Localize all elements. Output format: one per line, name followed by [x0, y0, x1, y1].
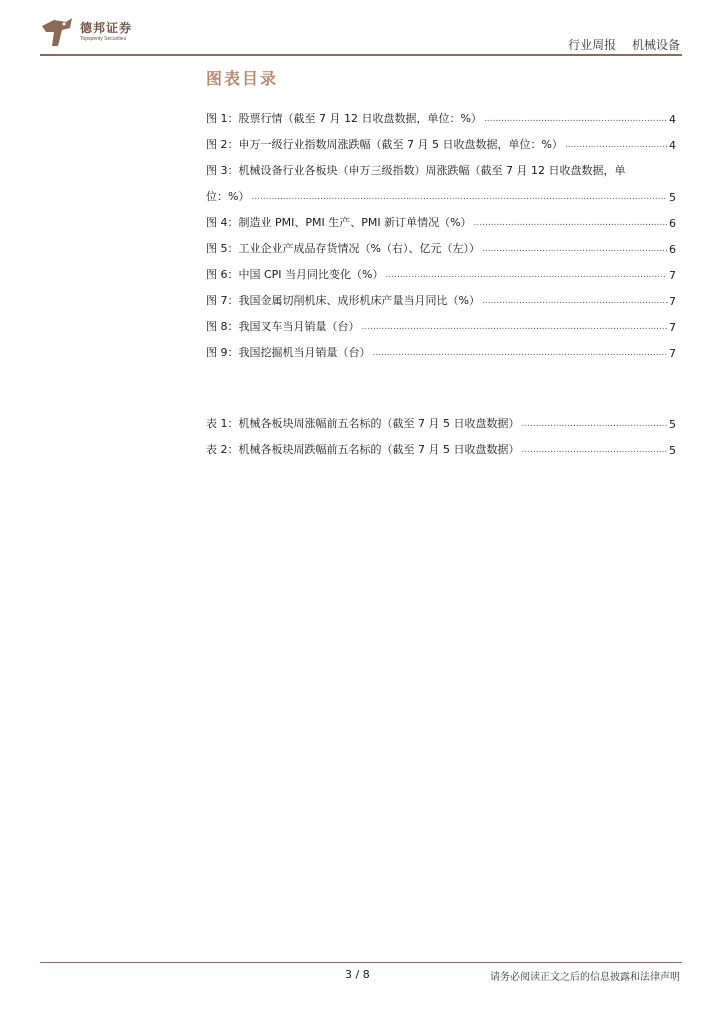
- toc-entry-page: 5: [669, 191, 676, 204]
- leader-dots: [362, 320, 668, 334]
- header-meta: [568, 36, 680, 53]
- leader-dots: [474, 216, 667, 230]
- footer-disclaimer: 请务必阅读正文之后的信息披露和法律声明: [490, 972, 680, 983]
- leader-dots: [251, 190, 667, 204]
- sector-name: 机械设备: [631, 38, 680, 52]
- toc-entry-label: 图 9：我国挖掘机当月销量（台）: [206, 346, 371, 359]
- leader-dots: [482, 242, 667, 256]
- toc-entry-figure-3[interactable]: [206, 152, 676, 178]
- toc-entry-table-2[interactable]: [206, 431, 676, 457]
- footer-divider: [40, 962, 682, 963]
- toc-entry-figure-8[interactable]: [206, 308, 676, 334]
- toc-entry-table-1[interactable]: [206, 405, 676, 431]
- toc-entry-page: 7: [669, 269, 676, 282]
- toc-entry-label: 图 6：中国 CPI 当月同比变化（%）: [206, 268, 384, 281]
- toc-entry-figure-7[interactable]: [206, 282, 676, 308]
- toc-entry-page: 7: [669, 295, 676, 308]
- leader-dots: [521, 417, 667, 431]
- leader-dots: [521, 443, 667, 457]
- toc-entry-label: 图 4：制造业 PMI、PMI 生产、PMI 新订单情况（%）: [206, 216, 472, 229]
- toc-entry-page: 6: [669, 217, 676, 230]
- toc-entry-label: 图 7：我国金属切削机床、成形机床产量当月同比（%）: [206, 294, 480, 307]
- toc-entry-page: 5: [669, 444, 676, 457]
- toc-entry-figure-2[interactable]: [206, 126, 676, 152]
- brand-logo: [40, 16, 150, 50]
- toc-entry-figure-9[interactable]: [206, 334, 676, 360]
- toc-entry-figure-5[interactable]: [206, 230, 676, 256]
- toc-entry-figure-1[interactable]: [206, 100, 676, 126]
- toc-entry-label: 图 3：机械设备行业各板块（申万三级指数）周涨跌幅（截至 7 月 12 日收盘数据，单: [206, 164, 626, 177]
- toc-entry-figure-6[interactable]: [206, 256, 676, 282]
- toc-entry-label-cont: 位：%）: [206, 190, 250, 203]
- page-number: 3 / 8: [345, 968, 370, 981]
- leader-dots: [386, 268, 668, 282]
- toc-entry-page: 5: [669, 418, 676, 431]
- toc-entry-page: 6: [669, 243, 676, 256]
- header-divider: [40, 54, 682, 56]
- page-header: [0, 0, 724, 60]
- leader-dots: [482, 294, 667, 308]
- brand-logo-icon: [40, 16, 74, 48]
- toc-entry-label: 图 1：股票行情（截至 7 月 12 日收盘数据，单位：%）: [206, 112, 482, 125]
- toc-entry-label: 图 5：工业企业产成品存货情况（%（右）、亿元（左））: [206, 242, 480, 255]
- toc-entry-figure-3-cont[interactable]: [206, 178, 676, 204]
- figure-list: [206, 100, 676, 360]
- toc-entry-page: 4: [669, 139, 676, 152]
- toc-entry-figure-4[interactable]: [206, 204, 676, 230]
- leader-dots: [484, 112, 667, 126]
- toc-entry-label: 图 2：申万一级行业指数周涨跌幅（截至 7 月 5 日收盘数据，单位：%）: [206, 138, 563, 151]
- toc-entry-page: 7: [669, 347, 676, 360]
- report-type: 行业周报: [568, 38, 617, 52]
- toc-entry-page: 7: [669, 321, 676, 334]
- brand-name-cn: 德邦证券: [80, 21, 133, 35]
- toc-title: 图表目录: [206, 69, 279, 88]
- table-list: [206, 405, 676, 457]
- leader-dots: [565, 138, 667, 152]
- leader-dots: [373, 346, 668, 360]
- toc-entry-label: 表 2：机械各板块周跌幅前五名标的（截至 7 月 5 日收盘数据）: [206, 443, 520, 456]
- toc-entry-label: 图 8：我国叉车当月销量（台）: [206, 320, 360, 333]
- brand-name-en: Topsperity Securities: [80, 36, 127, 42]
- toc-entry-label: 表 1：机械各板块周涨幅前五名标的（截至 7 月 5 日收盘数据）: [206, 417, 520, 430]
- toc-entry-page: 4: [669, 113, 676, 126]
